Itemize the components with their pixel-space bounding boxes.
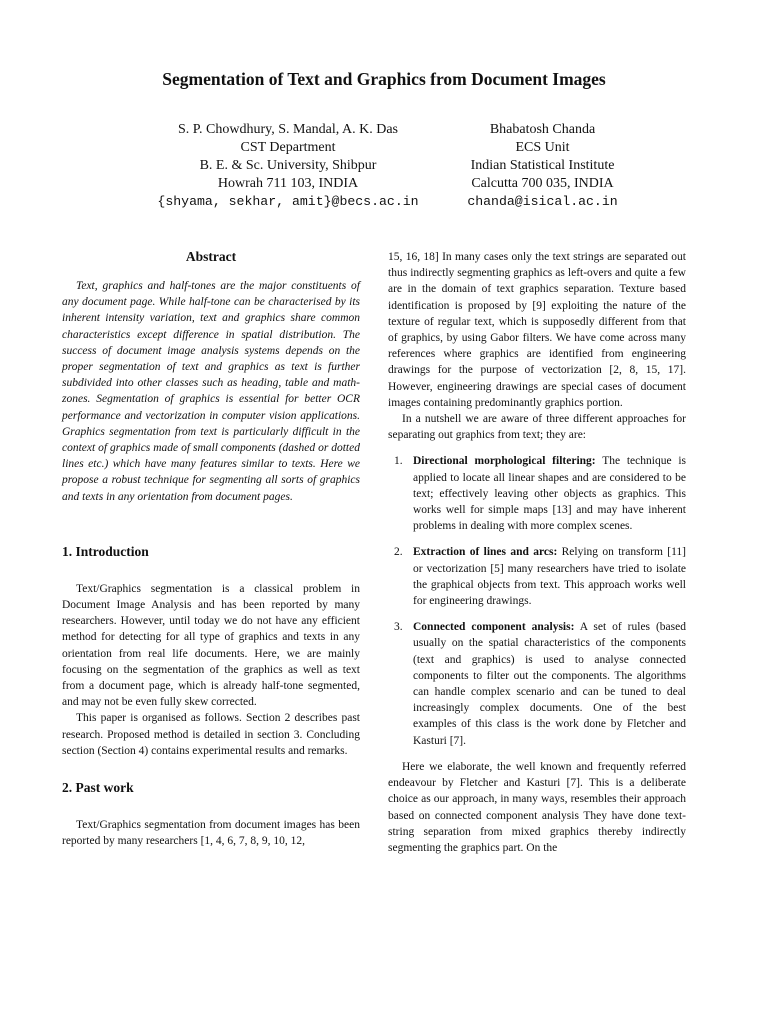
author-block-left	[128, 121, 448, 211]
left-column	[62, 248, 360, 849]
author-name: Bhabatosh Chanda	[489, 122, 596, 137]
list-item	[388, 544, 686, 609]
abstract-heading: Abstract	[185, 249, 237, 264]
author-university: B. E. & Sc. University, Shibpur	[199, 158, 377, 173]
past-work-paragraph: Text/Graphics segmentation from document images has been reported by many researchers [1, 4, 6, 7, 8, 9, 10, 12,	[62, 819, 360, 848]
introduction-paragraph: This paper is organised as follows. Section 2 describes past research. Proposed method is detailed in section 3. Concluding section (Section 4) contains experimental results and remarks.	[62, 712, 360, 757]
author-address: Calcutta 700 035, INDIA	[471, 176, 614, 191]
list-item-text: Relying on transform [11] or vectorization [5] many researchers have tried to isolate the graphical objects from text. This approach works well for engineering drawings.	[413, 546, 686, 608]
list-item	[388, 453, 686, 534]
list-number: 2.	[394, 546, 403, 559]
author-email: chanda@isical.ac.in	[467, 194, 618, 209]
list-number: 3.	[394, 621, 403, 634]
list-item-text: The technique is applied to locate all linear shapes and are considered to be text; effectively leaving other objects as graphics. This works well for simple maps [13] and may have inherent problems in dealing with more complex scenes.	[413, 455, 686, 533]
list-item-heading: Directional morphological filtering:	[413, 455, 596, 468]
abstract-text: Text, graphics and half-tones are the major constituents of any document page. While half-tone can be characterised by its inherent intensity variation, text and graphics share common characteristics except difference in spatial distribution. The success of document image analysis systems depends on the proper segmentation of text and graphics as text is further subdivided into other classes such as heading, table and math-zones. Segmentation of graphics is essential for better OCR performance and vectorization in computer vision applications. Graphics segmentation from text is particularly difficult in the context of graphics made of small components (dashed or dotted lines etc.) which have many features similar to texts. Here we propose a robust technique for segmenting all sorts of graphics and texts in any orientation from document pages.	[62, 280, 360, 503]
list-number: 1.	[394, 455, 403, 468]
body-paragraph: 15, 16, 18] In many cases only the text strings are separated out thus indirectly segmenting graphics as left-overs and quite a few are in the domain of text graphics separation. Texture based identification is proposed by [9] exploiting the nature of the texture of regular text, which is supposedly different from that of graphics, by using Gabor filters. We have come across many references where graphics are identified from engineering drawings for the purpose of vectorization [2, 8, 15, 17]. However, engineering drawings are special cases of document images containing predominantly graphics portion.	[388, 251, 686, 409]
right-column	[388, 249, 686, 856]
list-item	[388, 619, 686, 749]
paper-title: Segmentation of Text and Graphics from Document Images	[162, 69, 606, 89]
section-heading-introduction: 1. Introduction	[62, 543, 149, 559]
author-names: S. P. Chowdhury, S. Mandal, A. K. Das	[178, 122, 398, 137]
approaches-list	[388, 453, 686, 748]
author-address: Howrah 711 103, INDIA	[217, 176, 359, 191]
introduction-paragraph: Text/Graphics segmentation is a classical problem in Document Image Analysis and has been reported by many researchers. However, until today we do not have any efficient method for detecting for all type of graphics and texts in any orientation from real life documents. Here, we are mainly focusing on the segmentation of the graphics as well as text from a document page, which is already half-tone segmented, and may not be even fully skew corrected.	[62, 582, 360, 709]
section-heading-past-work: 2. Past work	[62, 780, 134, 796]
body-paragraph: In a nutshell we are aware of three different approaches for separating out graphics from text; they are:	[388, 413, 686, 442]
author-block-right	[425, 121, 660, 211]
author-department: CST Department	[240, 140, 336, 155]
author-unit: ECS Unit	[515, 140, 570, 155]
list-item-heading: Extraction of lines and arcs:	[413, 546, 558, 559]
author-email: {shyama, sekhar, amit}@becs.ac.in	[157, 194, 419, 209]
list-item-heading: Connected component analysis:	[413, 621, 575, 634]
author-institute: Indian Statistical Institute	[470, 158, 615, 173]
list-item-text: A set of rules (based usually on the spatial characteristics of the components (text and graphics) is used to analyse connected components to filter out the components. The algorithms can handle complex scenario and can be tuned to deal increasingly complex documents. One of the best examples of this class is the work done by Fletcher and Kasturi [7].	[413, 621, 686, 747]
body-paragraph: Here we elaborate, the well known and frequently referred endeavour by Fletcher and Kasturi [7]. This is a deliberate choice as our approach, in many ways, resembles their approach based on connected component analysis They have done text-string separation from mixed graphics thereby indirectly segmenting the graphics part. On the	[388, 760, 686, 854]
